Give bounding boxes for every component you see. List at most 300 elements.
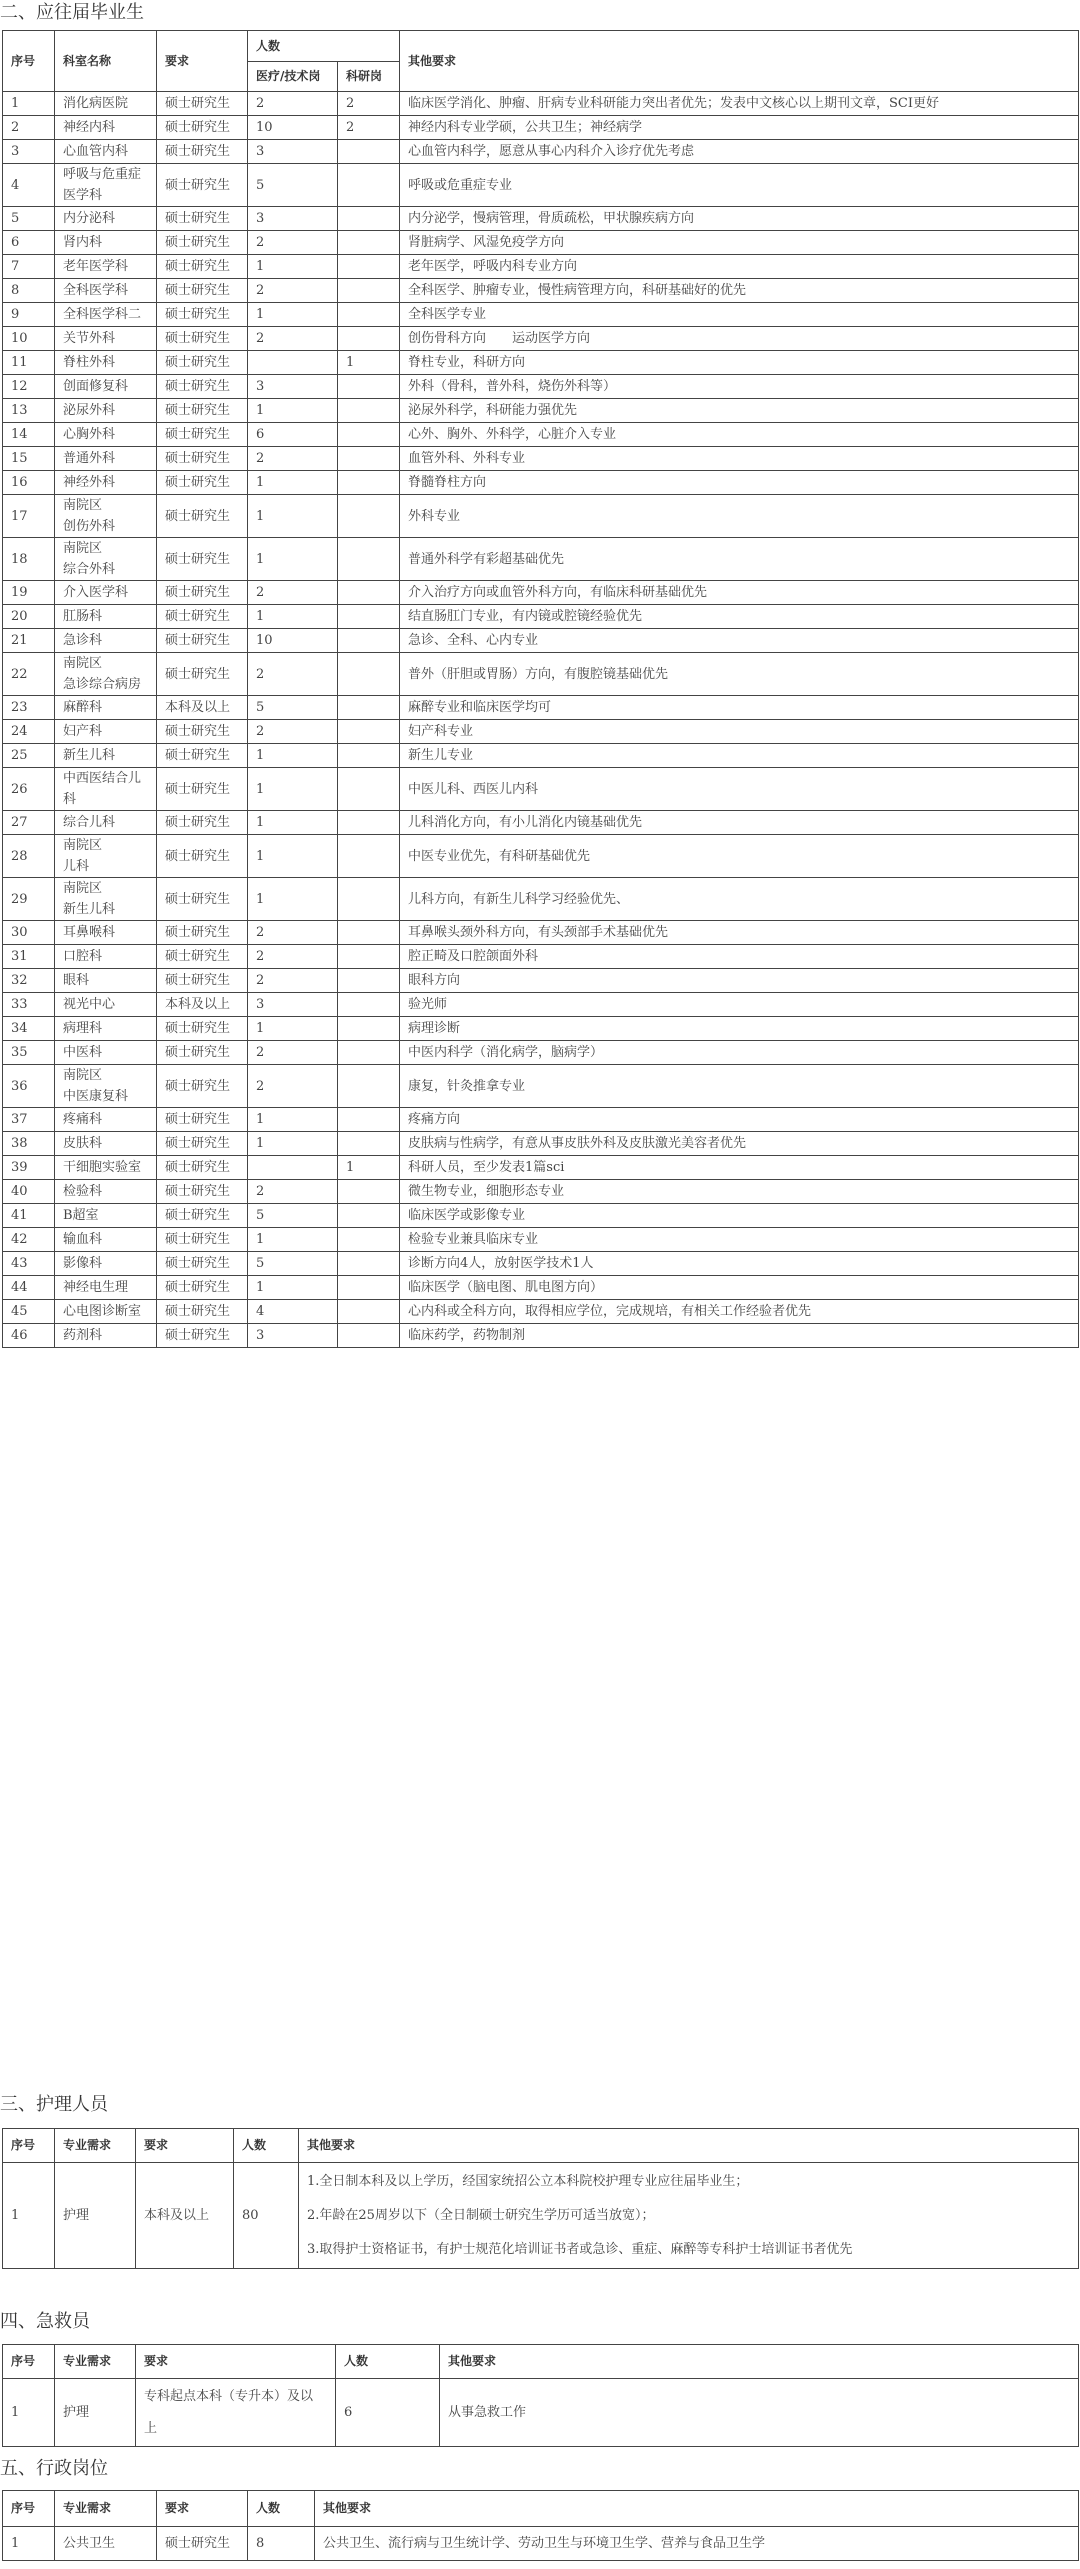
cell-medical-count: 1 [248,1228,338,1252]
cell-medical-count: 1 [248,471,338,495]
table-row [3,140,1079,164]
table-row [3,92,1079,116]
cell-dept [55,375,157,399]
rescue-major: 护理 [55,2379,136,2447]
cell-dept [55,1204,157,1228]
cell-other: 临床药学，药物制剂 [400,1324,1079,1348]
cell-dept [55,744,157,768]
cell-other: 普通外科学有彩超基础优先 [400,538,1079,581]
nursing-header-other: 其他要求 [299,2129,1079,2163]
cell-other: 神经内科专业学硕，公共卫生；神经病学 [400,116,1079,140]
cell-req: 硕士研究生 [157,279,248,303]
cell-seq: 11 [3,351,55,375]
cell-other: 微生物专业，细胞形态专业 [400,1180,1079,1204]
cell-dept [55,538,157,581]
cell-dept-line: 介入医学科 [63,585,129,600]
cell-seq: 9 [3,303,55,327]
cell-dept-line: 中医科 [63,1045,103,1060]
admin-header-count: 人数 [248,2491,315,2527]
table-row [3,1300,1079,1324]
cell-dept [55,423,157,447]
table-row [3,399,1079,423]
cell-research-count [338,495,400,538]
cell-seq: 42 [3,1228,55,1252]
cell-dept-line: 麻醉科 [63,700,103,715]
table-row [3,878,1079,921]
cell-req: 硕士研究生 [157,255,248,279]
cell-dept-line: 妇产科 [63,724,103,739]
nursing-other-line-1: 1.全日制本科及以上学历，经国家统招公立本科院校护理专业应往届毕业生； [307,2173,749,2189]
cell-other: 老年医学，呼吸内科专业方向 [400,255,1079,279]
cell-research-count [338,471,400,495]
cell-seq: 33 [3,993,55,1017]
cell-dept-line: 肛肠科 [63,609,103,624]
table-row [3,303,1079,327]
cell-dept-line: 全科医学科 [63,283,129,298]
table-row [3,279,1079,303]
cell-seq: 17 [3,495,55,538]
table-row [3,581,1079,605]
cell-medical-count: 2 [248,945,338,969]
cell-other: 腔正畸及口腔颌面外科 [400,945,1079,969]
cell-medical-count: 2 [248,327,338,351]
cell-research-count [338,447,400,471]
cell-research-count [338,768,400,811]
cell-medical-count: 5 [248,164,338,207]
cell-req: 硕士研究生 [157,1041,248,1065]
cell-dept-line: 心电图诊断室 [63,1304,142,1319]
cell-dept [55,495,157,538]
table-row [3,969,1079,993]
cell-dept-line: 影像科 [63,1256,103,1271]
cell-medical-count: 3 [248,375,338,399]
cell-req: 硕士研究生 [157,744,248,768]
cell-research-count [338,993,400,1017]
cell-research-count [338,1108,400,1132]
table-row [3,1108,1079,1132]
cell-dept-line: 干细胞实验室 [63,1160,142,1175]
cell-dept-line: 南院区 [63,498,103,513]
cell-req: 硕士研究生 [157,605,248,629]
cell-medical-count: 2 [248,1180,338,1204]
cell-req: 硕士研究生 [157,720,248,744]
cell-other: 科研人员，至少发表1篇sci [400,1156,1079,1180]
cell-medical-count: 1 [248,255,338,279]
rescue-other: 从事急救工作 [440,2379,1079,2447]
cell-dept-line: 中医康复科 [63,1089,129,1104]
cell-dept-line: 呼吸与危重症 [63,167,142,182]
cell-research-count [338,399,400,423]
cell-seq: 24 [3,720,55,744]
table-row [3,471,1079,495]
table-row [3,495,1079,538]
cell-seq: 43 [3,1252,55,1276]
cell-other: 呼吸或危重症专业 [400,164,1079,207]
cell-dept-line: 老年医学科 [63,259,129,274]
cell-research-count [338,1017,400,1041]
cell-dept-line: 检验科 [63,1184,103,1199]
cell-req: 硕士研究生 [157,1300,248,1324]
cell-other: 诊断方向4人，放射医学技术1人 [400,1252,1079,1276]
cell-research-count [338,653,400,696]
cell-seq: 35 [3,1041,55,1065]
cell-req: 硕士研究生 [157,835,248,878]
cell-seq: 6 [3,231,55,255]
cell-seq: 15 [3,447,55,471]
cell-other: 麻醉专业和临床医学均可 [400,696,1079,720]
cell-seq: 36 [3,1065,55,1108]
cell-research-count [338,1204,400,1228]
cell-dept-line: 南院区 [63,541,103,556]
cell-medical-count: 3 [248,993,338,1017]
cell-dept-line: 南院区 [63,838,103,853]
table-row [3,423,1079,447]
table-row [3,375,1079,399]
cell-seq: 18 [3,538,55,581]
cell-dept-line: 泌尿外科 [63,403,116,418]
header-research: 科研岗 [338,62,400,92]
cell-dept [55,1228,157,1252]
cell-seq: 44 [3,1276,55,1300]
cell-dept [55,116,157,140]
cell-seq: 41 [3,1204,55,1228]
cell-seq: 21 [3,629,55,653]
cell-dept [55,605,157,629]
table-row [3,653,1079,696]
cell-research-count [338,605,400,629]
table-row [3,164,1079,207]
rescue-table [2,2344,1079,2447]
cell-req: 硕士研究生 [157,969,248,993]
cell-seq: 27 [3,811,55,835]
rescue-header-req: 要求 [136,2345,336,2379]
cell-dept-line: B超室 [63,1208,99,1223]
cell-dept-line: 脊柱外科 [63,355,116,370]
graduates-table [2,30,1079,1348]
cell-medical-count: 3 [248,1324,338,1348]
rescue-header-seq: 序号 [3,2345,55,2379]
cell-other: 肾脏病学、风湿免疫学方向 [400,231,1079,255]
table-row [3,231,1079,255]
section-title-nursing: 三、护理人员 [0,2094,108,2115]
table-row [3,993,1079,1017]
table-row [3,1156,1079,1180]
cell-dept [55,399,157,423]
cell-research-count [338,969,400,993]
section-title-rescue: 四、急救员 [0,2311,90,2332]
cell-research-count [338,1132,400,1156]
cell-other: 临床医学（脑电图、肌电图方向） [400,1276,1079,1300]
cell-dept [55,993,157,1017]
nursing-header-seq: 序号 [3,2129,55,2163]
cell-other: 中医内科学（消化病学，脑病学） [400,1041,1079,1065]
cell-other: 皮肤病与性病学，有意从事皮肤外科及皮肤激光美容者优先 [400,1132,1079,1156]
cell-req: 硕士研究生 [157,653,248,696]
cell-research-count [338,581,400,605]
cell-dept [55,696,157,720]
cell-medical-count: 2 [248,92,338,116]
cell-other: 中医儿科、西医儿内科 [400,768,1079,811]
cell-medical-count: 2 [248,720,338,744]
cell-other: 心外、胸外、外科学，心脏介入专业 [400,423,1079,447]
cell-research-count [338,164,400,207]
cell-req: 硕士研究生 [157,351,248,375]
admin-header-other: 其他要求 [315,2491,1079,2527]
cell-research-count [338,720,400,744]
cell-seq: 34 [3,1017,55,1041]
cell-dept [55,327,157,351]
rescue-req-line-1: 专科起点本科（专升本）及以 [144,2388,314,2404]
cell-medical-count: 1 [248,1276,338,1300]
cell-seq: 23 [3,696,55,720]
nursing-header-major: 专业需求 [55,2129,136,2163]
cell-other: 耳鼻喉头颈外科方向，有头颈部手术基础优先 [400,921,1079,945]
cell-dept [55,969,157,993]
cell-medical-count: 1 [248,1017,338,1041]
table-row [3,744,1079,768]
cell-dept-line: 创面修复科 [63,379,129,394]
cell-seq: 40 [3,1180,55,1204]
nursing-other-line-3: 3.取得护士资格证书，有护士规范化培训证书者或急诊、重症、麻醉等专科护士培训证书者优先 [307,2241,853,2257]
cell-research-count [338,945,400,969]
table-row [3,1017,1079,1041]
cell-dept [55,207,157,231]
cell-other: 检验专业兼具临床专业 [400,1228,1079,1252]
cell-other: 结直肠肛门专业，有内镜或腔镜经验优先 [400,605,1079,629]
cell-medical-count [248,1156,338,1180]
cell-req: 硕士研究生 [157,1276,248,1300]
cell-other: 儿科方向，有新生儿科学习经验优先、 [400,878,1079,921]
cell-dept [55,811,157,835]
table-row [3,720,1079,744]
rescue-header-count: 人数 [336,2345,440,2379]
cell-dept [55,1324,157,1348]
cell-seq: 45 [3,1300,55,1324]
cell-medical-count: 1 [248,811,338,835]
cell-research-count [338,255,400,279]
cell-medical-count: 2 [248,279,338,303]
nursing-table [2,2128,1079,2269]
cell-other: 临床医学或影像专业 [400,1204,1079,1228]
cell-other: 脊髓脊柱方向 [400,471,1079,495]
cell-dept [55,471,157,495]
cell-research-count [338,538,400,581]
cell-dept-line: 内分泌科 [63,211,116,226]
cell-seq: 7 [3,255,55,279]
header-count: 人数 [248,31,400,62]
cell-req: 硕士研究生 [157,1252,248,1276]
cell-seq: 29 [3,878,55,921]
cell-req: 硕士研究生 [157,207,248,231]
cell-research-count [338,629,400,653]
cell-dept [55,581,157,605]
cell-other: 眼科方向 [400,969,1079,993]
graduates-table-body [3,92,1079,1348]
cell-other: 验光师 [400,993,1079,1017]
cell-medical-count: 1 [248,878,338,921]
cell-seq: 13 [3,399,55,423]
table-row [3,835,1079,878]
table-row [3,207,1079,231]
cell-research-count [338,1041,400,1065]
cell-research-count [338,327,400,351]
cell-other: 病理诊断 [400,1017,1079,1041]
cell-seq: 4 [3,164,55,207]
cell-dept-line: 心胸外科 [63,427,116,442]
nursing-other-line-2: 2.年龄在25周岁以下（全日制硕士研究生学历可适当放宽）； [307,2207,655,2223]
section-title-graduates: 二、应往届毕业生 [0,2,144,23]
cell-seq: 12 [3,375,55,399]
header-dept: 科室名称 [55,31,157,92]
table-row [3,1041,1079,1065]
cell-seq: 25 [3,744,55,768]
cell-req: 硕士研究生 [157,581,248,605]
cell-dept [55,447,157,471]
cell-req: 硕士研究生 [157,164,248,207]
cell-req: 硕士研究生 [157,375,248,399]
cell-dept-line: 综合儿科 [63,815,116,830]
cell-other: 创伤骨科方向 运动医学方向 [400,327,1079,351]
cell-other: 脊柱专业，科研方向 [400,351,1079,375]
cell-other: 妇产科专业 [400,720,1079,744]
cell-seq: 8 [3,279,55,303]
cell-dept-line: 南院区 [63,1068,103,1083]
table-row [3,696,1079,720]
cell-dept [55,1252,157,1276]
cell-research-count [338,1324,400,1348]
rescue-header-major: 专业需求 [55,2345,136,2379]
cell-dept [55,279,157,303]
table-row [3,447,1079,471]
cell-seq: 3 [3,140,55,164]
header-medical: 医疗/技术岗 [248,62,338,92]
table-row [3,629,1079,653]
cell-dept [55,164,157,207]
cell-research-count [338,140,400,164]
cell-medical-count: 2 [248,969,338,993]
cell-dept-line: 南院区 [63,881,103,896]
cell-medical-count: 2 [248,1041,338,1065]
cell-dept [55,1108,157,1132]
cell-dept [55,1041,157,1065]
cell-dept [55,653,157,696]
admin-req: 硕士研究生 [157,2527,248,2561]
table-row [3,1228,1079,1252]
cell-req: 硕士研究生 [157,327,248,351]
cell-dept-line: 南院区 [63,656,103,671]
table-row [3,1132,1079,1156]
table-row [3,538,1079,581]
cell-research-count [338,1065,400,1108]
cell-dept-line: 神经内科 [63,120,116,135]
nursing-seq: 1 [3,2163,55,2269]
nursing-major: 护理 [55,2163,136,2269]
cell-dept-line: 新生儿科 [63,902,116,917]
cell-other: 泌尿外科学，科研能力强优先 [400,399,1079,423]
table-row [3,351,1079,375]
cell-dept [55,878,157,921]
cell-dept-line: 消化病医院 [63,96,129,111]
cell-medical-count: 2 [248,447,338,471]
cell-research-count [338,1276,400,1300]
cell-other: 儿科消化方向，有小儿消化内镜基础优先 [400,811,1079,835]
cell-research-count [338,423,400,447]
cell-req: 硕士研究生 [157,423,248,447]
cell-other: 血管外科、外科专业 [400,447,1079,471]
cell-dept [55,1300,157,1324]
rescue-req [136,2379,336,2447]
cell-dept-line: 疼痛科 [63,1112,103,1127]
cell-seq: 30 [3,921,55,945]
table-row [3,2379,1079,2447]
cell-research-count [338,878,400,921]
table-row [3,921,1079,945]
cell-medical-count: 1 [248,835,338,878]
cell-medical-count: 1 [248,495,338,538]
admin-header-seq: 序号 [3,2491,55,2527]
table-row [3,605,1079,629]
admin-other: 公共卫生、流行病与卫生统计学、劳动卫生与环境卫生学、营养与食品卫生学 [315,2527,1079,2561]
cell-dept [55,351,157,375]
cell-dept-line: 儿科 [63,859,90,874]
cell-medical-count: 5 [248,1204,338,1228]
cell-req: 硕士研究生 [157,447,248,471]
cell-dept [55,140,157,164]
cell-medical-count: 5 [248,696,338,720]
cell-medical-count: 1 [248,399,338,423]
rescue-count: 6 [336,2379,440,2447]
cell-dept-line: 药剂科 [63,1328,103,1343]
cell-dept-line: 肾内科 [63,235,103,250]
cell-research-count [338,1300,400,1324]
cell-medical-count: 1 [248,744,338,768]
table-row [3,255,1079,279]
nursing-header-count: 人数 [234,2129,299,2163]
cell-req: 硕士研究生 [157,1132,248,1156]
cell-dept [55,1065,157,1108]
cell-seq: 37 [3,1108,55,1132]
cell-other: 普外（肝胆或胃肠）方向，有腹腔镜基础优先 [400,653,1079,696]
cell-req: 硕士研究生 [157,878,248,921]
cell-dept-line: 视光中心 [63,997,116,1012]
table-row [3,2163,1079,2269]
cell-medical-count: 1 [248,538,338,581]
cell-dept-line: 新生儿科 [63,748,116,763]
admin-header-req: 要求 [157,2491,248,2527]
cell-research-count [338,835,400,878]
cell-dept-line: 心血管内科 [63,144,129,159]
table-row [3,1324,1079,1348]
cell-medical-count: 1 [248,1132,338,1156]
cell-other: 疼痛方向 [400,1108,1079,1132]
cell-research-count [338,279,400,303]
cell-req: 硕士研究生 [157,1065,248,1108]
cell-medical-count: 4 [248,1300,338,1324]
cell-req: 硕士研究生 [157,1108,248,1132]
cell-other: 内分泌学，慢病管理，骨质疏松，甲状腺疾病方向 [400,207,1079,231]
cell-req: 硕士研究生 [157,1017,248,1041]
admin-major: 公共卫生 [55,2527,157,2561]
cell-medical-count [248,351,338,375]
cell-req: 硕士研究生 [157,140,248,164]
cell-dept-line: 神经电生理 [63,1280,129,1295]
cell-dept [55,1017,157,1041]
table-row [3,768,1079,811]
cell-dept-line: 综合外科 [63,562,116,577]
cell-dept-line: 关节外科 [63,331,116,346]
cell-req: 硕士研究生 [157,629,248,653]
cell-seq: 26 [3,768,55,811]
